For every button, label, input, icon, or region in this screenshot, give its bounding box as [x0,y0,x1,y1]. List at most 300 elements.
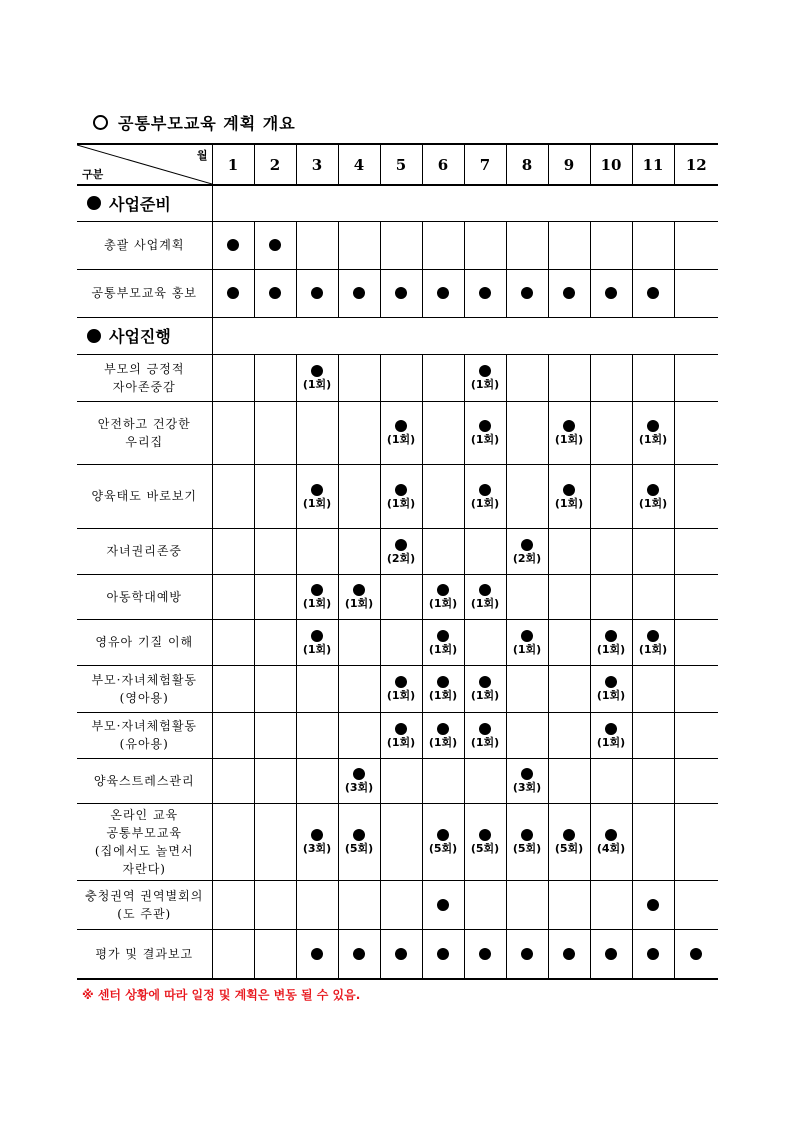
filled-circle-icon [605,287,617,299]
schedule-mark [633,899,674,911]
month-header: 9 [548,144,590,185]
month-cell [632,464,674,528]
month-cell [590,269,632,317]
month-cell [632,880,674,929]
month-cell [632,221,674,269]
task-label-cell [77,401,212,464]
schedule-mark [423,829,464,854]
session-count: (1회) [302,378,332,391]
month-cell [632,528,674,574]
filled-circle-icon [479,420,491,432]
schedule-mark [633,420,674,445]
schedule-mark [381,676,422,701]
month-cell [380,221,422,269]
schedule-mark [549,287,590,299]
session-count: (3회) [344,781,374,794]
filled-circle-icon [395,948,407,960]
filled-circle-icon [311,829,323,841]
month-cell [422,758,464,803]
schedule-mark [465,484,506,509]
table-row [77,880,718,929]
filled-circle-icon [437,723,449,735]
filled-circle-icon [521,287,533,299]
month-cell [632,619,674,665]
month-cell [380,401,422,464]
month-cell [296,929,338,979]
filled-circle-icon [563,420,575,432]
filled-circle-icon [353,948,365,960]
schedule-mark [381,484,422,509]
schedule-mark [213,239,254,251]
month-cell [296,758,338,803]
month-cell [590,574,632,619]
filled-circle-icon [647,484,659,496]
month-cell [212,574,254,619]
schedule-mark [423,676,464,701]
month-cell [212,929,254,979]
task-label-line: 자란다) [122,861,166,876]
month-cell [506,354,548,401]
task-label-cell [77,712,212,758]
schedule-mark [297,584,338,609]
schedule-mark [423,287,464,299]
schedule-mark [339,829,380,854]
session-count: (1회) [596,689,626,702]
header-row [77,144,718,185]
month-cell [254,929,296,979]
month-cell [254,712,296,758]
schedule-mark [339,287,380,299]
month-cell [380,880,422,929]
month-cell [338,574,380,619]
schedule-mark [507,630,548,655]
schedule-mark [297,630,338,655]
schedule-mark [549,948,590,960]
month-cell [254,758,296,803]
month-cell [590,221,632,269]
month-cell [548,269,590,317]
month-cell [338,401,380,464]
task-label-cell [77,619,212,665]
schedule-mark [633,484,674,509]
schedule-mark [507,539,548,564]
schedule-mark [549,420,590,445]
month-cell [464,665,506,712]
session-count: (2회) [386,551,416,565]
month-cell [464,712,506,758]
month-cell [464,758,506,803]
filled-circle-icon [311,484,323,496]
task-label-line: 총괄 사업계획 [104,238,185,252]
month-cell [674,269,718,317]
month-cell [212,354,254,401]
month-header: 6 [422,144,464,185]
filled-circle-icon [395,676,407,688]
task-label-line: 영유아 기질 이해 [95,635,194,649]
task-label-line: 양육태도 바로보기 [91,489,198,503]
month-header: 1 [212,144,254,185]
month-cell [632,354,674,401]
month-cell [464,464,506,528]
month-header: 5 [380,144,422,185]
schedule-mark [591,676,632,701]
session-count: (1회) [302,642,332,656]
schedule-mark [465,948,506,960]
task-label-line: 우리집 [125,434,164,449]
filled-circle-icon [479,723,491,735]
session-count: (1회) [386,735,416,749]
month-cell [296,880,338,929]
table-row [77,221,718,269]
task-label-cell [77,929,212,979]
month-header: 2 [254,144,296,185]
month-cell [338,221,380,269]
month-cell [338,665,380,712]
schedule-mark [423,630,464,655]
filled-circle-icon [479,484,491,496]
filled-circle-icon [437,287,449,299]
month-cell [422,665,464,712]
month-cell [674,880,718,929]
schedule-mark [591,630,632,655]
month-cell [506,665,548,712]
table-row [77,269,718,317]
month-header: 8 [506,144,548,185]
schedule-mark [381,723,422,748]
month-cell [254,401,296,464]
section-empty-cell [212,317,718,354]
month-cell [674,528,718,574]
month-cell [254,619,296,665]
session-count: (1회) [470,597,500,610]
month-cell [212,803,254,880]
month-cell [548,401,590,464]
session-count: (1회) [554,496,584,510]
month-cell [548,712,590,758]
table-row [77,528,718,574]
section-row [77,317,718,354]
filled-circle-icon [479,676,491,688]
table-row [77,401,718,464]
session-count: (5회) [470,842,500,855]
task-label-line: 평가 및 결과보고 [95,946,194,961]
month-cell [506,269,548,317]
month-cell [506,880,548,929]
month-cell [422,464,464,528]
schedule-mark [255,239,296,251]
filled-circle-icon [87,329,101,343]
session-count: (1회) [554,433,584,446]
session-count: (3회) [302,842,332,855]
month-cell [548,574,590,619]
month-cell [464,528,506,574]
filled-circle-icon [563,948,575,960]
month-cell [464,269,506,317]
task-label-cell [77,269,212,317]
session-count: (1회) [428,597,458,610]
month-cell [590,464,632,528]
month-cell [464,619,506,665]
filled-circle-icon [605,723,617,735]
table-row [77,354,718,401]
filled-circle-icon [605,630,617,642]
table-row [77,803,718,880]
month-header: 11 [632,144,674,185]
month-cell [254,665,296,712]
task-label-line: 자녀권리존중 [106,544,183,558]
filled-circle-icon [353,584,365,596]
month-cell [590,619,632,665]
month-cell [506,758,548,803]
task-label-line: 부모의 긍정적 [104,361,185,376]
month-cell [674,803,718,880]
month-cell [548,880,590,929]
month-cell [254,528,296,574]
filled-circle-icon [437,676,449,688]
month-cell [422,354,464,401]
section-title: 사업진행 [109,327,171,346]
month-cell [338,619,380,665]
filled-circle-icon [395,539,407,551]
task-label-cell [77,354,212,401]
session-count: (1회) [470,496,500,510]
filled-circle-icon [353,287,365,299]
month-cell [422,574,464,619]
schedule-mark [675,948,719,960]
filled-circle-icon [87,196,101,210]
month-cell [464,803,506,880]
session-count: (1회) [386,689,416,702]
task-label-line: 온라인 교육 [110,807,179,822]
schedule-mark [465,676,506,701]
session-count: (1회) [428,642,458,656]
page-title-text: 공통부모교육 계획 개요 [118,114,296,133]
month-cell [590,880,632,929]
month-cell [296,269,338,317]
month-cell [212,758,254,803]
schedule-mark [381,420,422,445]
table-row [77,464,718,528]
schedule-mark [591,948,632,960]
month-cell [338,758,380,803]
month-cell [338,880,380,929]
month-cell [506,712,548,758]
schedule-mark [633,630,674,655]
filled-circle-icon [311,948,323,960]
task-label-cell [77,574,212,619]
month-cell [212,712,254,758]
month-header: 7 [464,144,506,185]
month-cell [422,880,464,929]
schedule-mark [339,584,380,609]
schedule-mark [297,365,338,390]
month-header: 12 [674,144,718,185]
task-label-line: 아동학대예방 [106,589,183,604]
task-label-line: (유아용) [119,737,169,751]
session-count: (1회) [302,496,332,510]
schedule-mark [591,723,632,748]
filled-circle-icon [479,365,491,377]
month-cell [212,665,254,712]
month-cell [296,712,338,758]
month-cell [296,221,338,269]
filled-circle-icon [311,365,323,377]
task-label-line: 부모·자녀체험활동 [91,672,198,687]
filled-circle-icon [353,829,365,841]
month-cell [380,712,422,758]
month-cell [464,354,506,401]
month-cell [548,619,590,665]
filled-circle-icon [269,287,281,299]
schedule-mark [465,584,506,609]
session-count: (1회) [302,597,332,610]
month-cell [422,803,464,880]
task-label-cell [77,528,212,574]
schedule-mark [297,484,338,509]
filled-circle-icon [521,829,533,841]
month-cell [548,665,590,712]
month-cell [632,269,674,317]
session-count: (1회) [470,689,500,702]
schedule-mark [465,829,506,854]
month-cell [590,803,632,880]
schedule-mark [339,768,380,793]
month-cell [422,221,464,269]
filled-circle-icon [647,630,659,642]
session-count: (4회) [596,842,626,855]
schedule-mark [465,723,506,748]
filled-circle-icon [395,287,407,299]
schedule-mark [591,287,632,299]
filled-circle-icon [437,829,449,841]
session-count: (1회) [512,642,542,656]
session-count: (3회) [512,781,542,794]
table-row [77,758,718,803]
month-cell [506,803,548,880]
task-label-line: 부모·자녀체험활동 [91,719,198,733]
month-cell [338,712,380,758]
category-header-label: 구분 [82,168,104,181]
month-cell [212,401,254,464]
session-count: (5회) [512,842,542,855]
filled-circle-icon [605,829,617,841]
circle-bullet-icon [93,115,108,130]
table-row [77,619,718,665]
task-label-cell [77,803,212,880]
month-cell [212,619,254,665]
filled-circle-icon [605,676,617,688]
schedule-mark [255,287,296,299]
schedule-mark [549,829,590,854]
schedule-mark [507,768,548,793]
session-count: (1회) [470,378,500,391]
filled-circle-icon [521,539,533,551]
month-cell [674,574,718,619]
month-cell [380,619,422,665]
month-cell [506,401,548,464]
month-cell [632,401,674,464]
month-cell [590,354,632,401]
schedule-mark [465,365,506,390]
session-count: (5회) [428,842,458,855]
month-cell [590,929,632,979]
month-cell [380,929,422,979]
month-cell [590,712,632,758]
month-cell [674,221,718,269]
month-cell [254,574,296,619]
filled-circle-icon [521,768,533,780]
schedule-mark [633,287,674,299]
month-cell [212,528,254,574]
filled-circle-icon [647,287,659,299]
month-cell [212,269,254,317]
task-label-line: (도 주관) [117,906,172,921]
month-cell [632,803,674,880]
filled-circle-icon [395,484,407,496]
month-cell [296,464,338,528]
schedule-mark [507,829,548,854]
month-cell [338,803,380,880]
month-cell [338,464,380,528]
month-cell [380,354,422,401]
schedule-mark [381,287,422,299]
month-cell [296,354,338,401]
session-count: (1회) [344,597,374,610]
schedule-mark [297,829,338,854]
filled-circle-icon [269,239,281,251]
month-cell [380,758,422,803]
task-label-line: (영아용) [119,690,169,705]
schedule-mark [465,287,506,299]
month-cell [506,464,548,528]
month-cell [422,401,464,464]
schedule-mark [507,287,548,299]
month-cell [632,929,674,979]
month-cell [632,758,674,803]
month-cell [254,354,296,401]
month-cell [338,929,380,979]
filled-circle-icon [353,768,365,780]
month-cell [464,401,506,464]
month-header: 4 [338,144,380,185]
session-count: (1회) [386,433,416,446]
month-header: 10 [590,144,632,185]
schedule-mark [423,899,464,911]
month-cell [254,880,296,929]
month-cell [632,574,674,619]
month-cell [380,574,422,619]
month-cell [422,712,464,758]
month-cell [380,464,422,528]
schedule-mark [465,420,506,445]
filled-circle-icon [437,584,449,596]
schedule-mark [507,948,548,960]
month-cell [296,401,338,464]
month-cell [338,354,380,401]
schedule-mark [423,723,464,748]
month-header-label: 월 [196,149,208,162]
month-cell [296,528,338,574]
month-cell [506,574,548,619]
task-label-line: 공통부모교육 홍보 [91,286,198,300]
schedule-mark [549,484,590,509]
schedule-mark [591,829,632,854]
month-cell [632,712,674,758]
table-row [77,929,718,979]
month-cell [674,712,718,758]
session-count: (1회) [638,642,668,656]
month-cell [380,528,422,574]
